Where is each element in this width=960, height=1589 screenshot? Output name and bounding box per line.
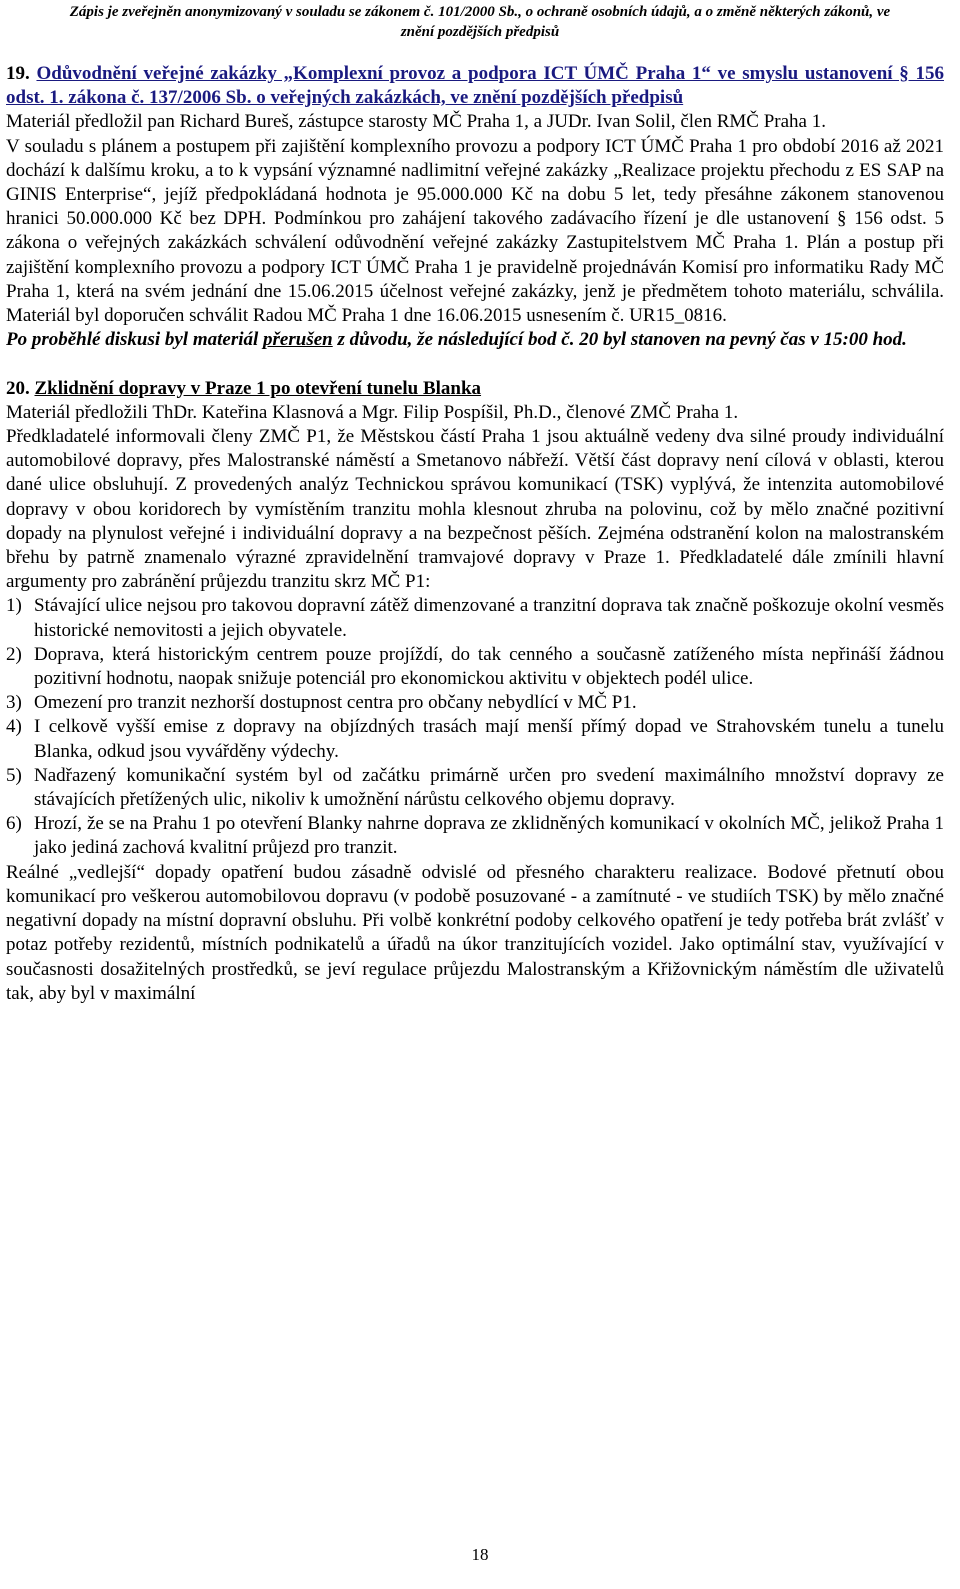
item-19-number: 19. [6,63,30,84]
item-19-heading [6,62,944,110]
argument-text: Stávající ulice nejsou pro takovou dopravní zátěž dimenzované a tranzitní doprava tak značně poškozuje okolní vesměs historické nemovitosti a jejich obyvatele. [34,595,944,641]
agenda-item-20 [6,377,944,1006]
item-20-outro: Reálné „vedlejší“ dopady opatření budou zásadně odvislé od přesného charakteru realizace. Bodové přetnutí obou komunikací pro veškerou automobilovou dopravu (v podobě posuzované - a zamítnuté - ve studiích TSK) by mělo značné negativní dopady na místní dopravní obsluhu. Při volbě konkrétní podoby celkového opatření je tedy potřeba brát zvlášť v potaz potřeby rezidentů, místních podnikatelů a úřadů na úkor tranzitujících vozidel. Jako optimální stav, využívající v současnosti dosažitelných prostředků, se jeví regulace průjezdu Malostranským a Křižovnickým náměstím dle uživatelů tak, aby byl v maximální [6,861,944,1004]
anonymization-header [6,2,954,42]
argument-marker: 2) [6,643,22,665]
conclusion-text-a: Po proběhlé diskusi byl materiál [6,329,264,351]
document-body [6,62,944,1006]
item-20-intro: Předkladatelé informovali členy ZMČ P1, že Městskou částí Praha 1 jsou aktuálně vedeny dva silné proudy individuální automobilové dopravy, přes Malostranské náměstí a Smetanovo nábřeží. Větší část dopravy není cílová v oblasti, kterou dané ulice obsluhují. Z provedených analýz Technickou správou komunikací (TSK) vyplývá, že intenzita automobilové dopravy v obou koridorech by vymístěním tranzitu mohla klesnout zhruba na polovinu, což by mělo značné pozitivní dopady na plynulost veřejné i individuální dopravy a na bezpečnost pěších. Zejména odstranění kolon na malostranském břehu by patrně znamenalo výrazné zpravidelnění tramvajové dopravy v Praze 1. Předkladatelé dále zmínili hlavní argumenty pro zabránění průjezdu tranzitu skrz MČ P1: [6,426,944,593]
agenda-item-19 [6,62,944,352]
item-20-number: 20. [6,377,30,399]
argument-text: I celkově vyšší emise z dopravy na objízdných trasách mají menší přímý dopad ve Strahovském tunelu a tunelu Blanka, odkud jsou vyvářděny výdechy. [34,716,944,762]
conclusion-interrupted: přerušen [263,329,333,351]
argument-item [6,812,944,860]
item-20-title: Zklidnění dopravy v Praze 1 po otevření tunelu Blanka [34,377,482,399]
item-20-presenter: Materiál předložili ThDr. Kateřina Klasnová a Mgr. Filip Pospíšil, Ph.D., členové ZMČ Praha 1. [6,401,739,423]
item-19-presenter: Materiál předložil pan Richard Bureš, zástupce starosty MČ Praha 1, a JUDr. Ivan Solil, člen RMČ Praha 1. [6,111,826,133]
header-line-2: znění pozdějších předpisů [400,24,560,40]
argument-text: Omezení pro tranzit nezhorší dostupnost centra pro občany nebydlící v MČ P1. [34,692,637,714]
item-20-heading [6,377,944,401]
page-number: 18 [471,1545,489,1564]
header-line-1: Zápis je zveřejněn anonymizovaný v souladu se zákonem č. 101/2000 Sb., o ochraně osobních údajů, a o změně některých zákonů, ve [69,4,891,20]
argument-item [6,715,944,763]
argument-text: Nadřazený komunikační systém byl od začátku primárně určen pro svedení maximálního množství dopravy ze stávajících přetížených ulic, nikoliv k umožnění nárůstu celkového objemu dopravy. [34,764,944,811]
argument-marker: 3) [6,692,22,714]
argument-item [6,643,944,691]
argument-list [6,594,944,860]
argument-text: Hrozí, že se na Prahu 1 po otevření Blanky nahrne doprava ze zklidněných komunikací v okolních MČ, jelikož Praha 1 jako jediná zachová kvalitní průjezd pro tranzit. [34,813,944,859]
argument-marker: 4) [6,716,22,738]
argument-item [6,764,944,812]
item-19-body: V souladu s plánem a postupem při zajištění komplexního provozu a podpory ICT ÚMČ Praha 1 pro období 2016 až 2021 dochází k dalšímu kroku, a to k vypsání významné nadlimitní veřejné zakázky „Realizace projektu přechodu z ES SAP na GINIS Enterprise“, jejíž předpokládaná hodnota je 95.000.000 Kč na dobu 5 let, tedy přesáhne zákonem stanovenou hranici 50.000.000 Kč bez DPH. Podmínkou pro zahájení takového zadávacího řízení je dle ustanovení § 156 odst. 5 zákona o veřejných zakázkách schválení odůvodnění veřejné zakázky Zastupitelstvem MČ Praha 1. Plán a postup při zajištění komplexního provozu a podpory ICT ÚMČ Praha 1 je pravidelně projednáván Komisí pro informatiku Rady MČ Praha 1, která na svém jednání dne 15.06.2015 účelnost veřejné zakázky, jenž je předmětem tohoto materiálu, schválila. Materiál byl doporučen schválit Radou MČ Praha 1 dne 16.06.2015 usnesením č. UR15_0816. [6,135,944,327]
item-19-conclusion [6,328,944,352]
spacer [6,352,944,376]
conclusion-text-b: z důvodu, že následující bod č. 20 byl stanoven na pevný čas v 15:00 hod. [332,329,907,351]
argument-marker: 5) [6,764,22,786]
argument-item [6,594,944,642]
argument-marker: 6) [6,813,22,835]
argument-marker: 1) [6,595,22,617]
item-19-title: Odůvodnění veřejné zakázky „Komplexní provoz a podpora ICT ÚMČ Praha 1“ ve smyslu ustanovení § 156 odst. 1. zákona č. 137/2006 Sb. o veřejných zakázkách, ve znění pozdějších předpisů [6,63,944,109]
argument-item [6,691,944,715]
argument-text: Doprava, která historickým centrem pouze projíždí, do tak cenného a současně zatíženého místa nepřináší žádnou pozitivní hodnotu, naopak snižuje potenciál pro ekonomickou aktivitu v objektech podél ulice. [34,643,944,690]
